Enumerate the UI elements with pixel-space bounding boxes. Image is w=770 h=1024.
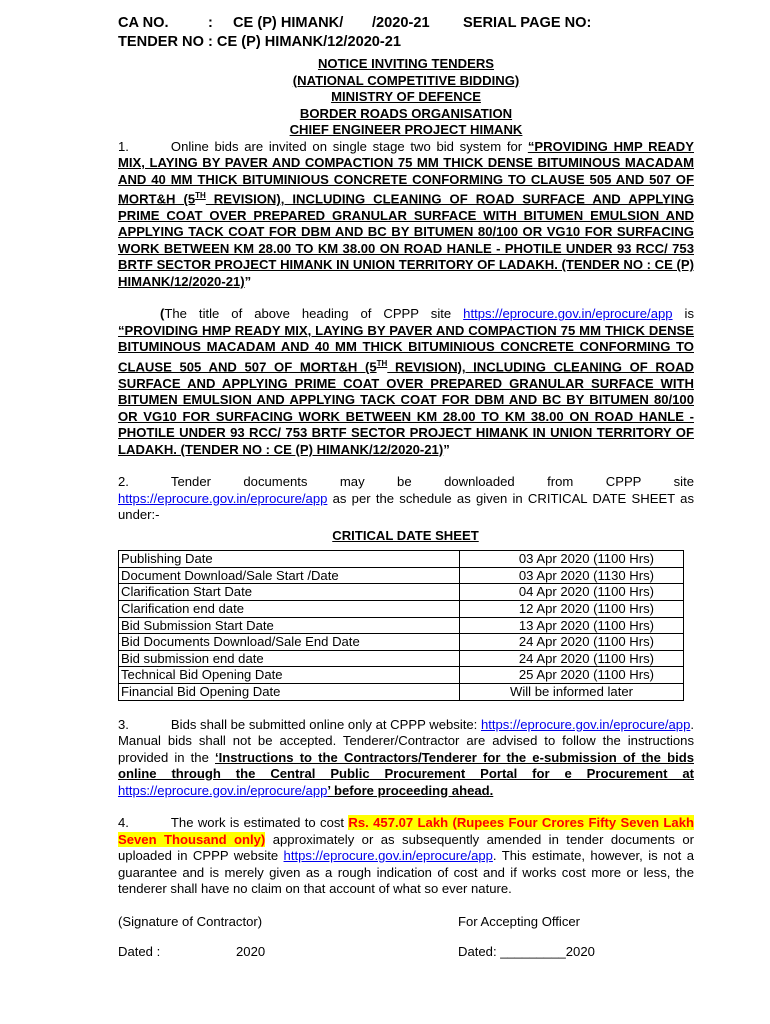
dated-line [118, 943, 694, 961]
work-title: “PROVIDING HMP READY MIX, LAYING BY PAVER AND COMPACTION 75 MM THICK DENSE BITUMINOUS MACADAM AND 40 MM THICK BITUMINIOUS CONCRETE CONFORMING TO CLAUSE 505 AND 507 OF MORT&H (5 [118, 138, 694, 207]
work-title: REVISION), INCLUDING CLEANING OF ROAD SURFACE AND APPLYING PRIME COAT OVER PREPARED GRANULAR SURFACE WITH BITUMEN EMULSION AND APPLYING TACK COAT FOR DBM AND BC BY BITUMEN 80/100 OR VG10 FOR SURFACING WORK BETWEEN KM 28.00 TO KM 38.00 ON ROAD HANLE - PHOTILE UNDER 93 RCC/ 753 BRTF SECTOR PROJECT HIMANK IN UNION TERRITORY OF LADAKH. (TENDER NO : CE (P) HIMANK/12/2020-21) [118, 191, 694, 289]
critical-date-table [118, 550, 684, 700]
para-text: The work is estimated to cost [170, 815, 349, 831]
eprocure-link[interactable]: https://eprocure.gov.in/eprocure/app [118, 490, 328, 506]
ca-colon: : [208, 15, 213, 31]
paragraph-2 [118, 474, 694, 524]
critical-date-row [119, 617, 684, 634]
critical-date-sheet-title: CRITICAL DATE SHEET [332, 527, 479, 543]
title-block [118, 56, 694, 139]
para-number: 2. [118, 474, 129, 490]
critical-date-label: Document Download/Sale Start /Date [119, 567, 460, 584]
para-text: The title of above heading of CPPP site [164, 306, 464, 322]
critical-date-row [119, 601, 684, 618]
para-text: Bids shall be submitted online only at CPPP website: [170, 716, 478, 732]
dated-year: 2020 [236, 943, 266, 959]
work-title: “PROVIDING HMP READY MIX, LAYING BY PAVER AND COMPACTION 75 MM THICK DENSE BITUMINOUS MACADAM AND 40 MM THICK BITUMINIOUS CONCRETE CONFORMING TO CLAUSE 505 AND 507 OF MORT&H (5 [118, 322, 694, 375]
instructions-text: ‘Instructions to the Contractors/Tenderer for the e-submission of the bids online through the Central Public Procurement Portal for e Procurement at [118, 749, 694, 782]
critical-date-row [119, 551, 684, 568]
dated-officer: Dated: _________2020 [458, 943, 595, 959]
critical-date-value: 03 Apr 2020 (1130 Hrs) [460, 567, 684, 584]
estimated-cost-highlight: Rs. 457.07 Lakh (Rupees Four Crores Fifty Seven Lakh Seven Thousand only) [118, 815, 694, 847]
dated-label: Dated : [118, 943, 161, 959]
ca-number-line [118, 14, 694, 33]
para-number: 1. [118, 138, 129, 154]
paragraph-3 [118, 717, 694, 800]
ca-label: CA NO. [118, 15, 169, 31]
para-text: . This estimate, however, is not a guarantee and is merely given as a rough indication of cost and if works cost more or less, the tenderer shall have no claim on that account of what so ever nature. [118, 848, 694, 897]
superscript: TH [195, 191, 206, 200]
para-text: Tender documents may be downloaded from CPPP site [170, 474, 694, 490]
superscript: TH [376, 358, 388, 368]
para-number: 4. [118, 815, 129, 831]
eprocure-link[interactable]: https://eprocure.gov.in/eprocure/app [480, 716, 691, 732]
paragraph-4 [118, 815, 694, 898]
paragraph-1 [118, 139, 694, 291]
critical-date-label: Financial Bid Opening Date [119, 683, 460, 700]
critical-date-row [119, 667, 684, 684]
tender-number-line [118, 33, 694, 52]
critical-date-label: Bid Submission Start Date [119, 617, 460, 634]
ca-year: /2020-21 [372, 15, 430, 31]
eprocure-link[interactable]: https://eprocure.gov.in/eprocure/app [118, 782, 328, 798]
critical-date-row [119, 584, 684, 601]
critical-date-row [119, 650, 684, 667]
para-text: Online bids are invited on single stage two bid system for [170, 138, 528, 154]
critical-date-value: 04 Apr 2020 (1100 Hrs) [460, 584, 684, 601]
tender-number: TENDER NO : CE (P) HIMANK/12/2020-21 [118, 34, 402, 50]
eprocure-link[interactable]: https://eprocure.gov.in/eprocure/app [283, 848, 493, 864]
critical-date-row [119, 634, 684, 651]
quote-close: ” [443, 441, 450, 457]
quote-close: ” [244, 273, 252, 289]
title-line: NOTICE INVITING TENDERS [317, 56, 495, 71]
instructions-text: ’ before proceeding ahead. [327, 782, 494, 798]
critical-date-value: 24 Apr 2020 (1100 Hrs) [460, 650, 684, 667]
signature-contractor: (Signature of Contractor) [118, 913, 263, 929]
critical-date-value: 25 Apr 2020 (1100 Hrs) [460, 667, 684, 684]
critical-date-value: 12 Apr 2020 (1100 Hrs) [460, 601, 684, 618]
para-text: approximately or as subsequently amended in tender documents or uploaded in CPPP website [118, 831, 695, 864]
document-page [118, 14, 694, 961]
critical-date-label: Technical Bid Opening Date [119, 667, 460, 684]
critical-date-value: 24 Apr 2020 (1100 Hrs) [460, 634, 684, 651]
signature-line [118, 913, 694, 931]
critical-date-value: 13 Apr 2020 (1100 Hrs) [460, 617, 684, 634]
work-title: REVISION), INCLUDING CLEANING OF ROAD SURFACE AND APPLYING PRIME COAT OVER PREPARED GRANULAR SURFACE WITH BITUMEN EMULSION AND APPLYING TACK COAT FOR DBM AND BC BY BITUMEN 80/100 OR VG10 FOR SURFACING WORK BETWEEN KM 28.00 TO KM 38.00 ON ROAD HANLE - PHOTILE UNDER 93 RCC/ 753 BRTF SECTOR PROJECT HIMANK IN UNION TERRITORY OF LADAKH. (TENDER NO : CE (P) HIMANK/12/2020-21) [118, 359, 694, 457]
critical-date-row [119, 567, 684, 584]
critical-date-row [119, 683, 684, 700]
title-line: MINISTRY OF DEFENCE [331, 89, 481, 104]
title-line: (NATIONAL COMPETITIVE BIDDING) [292, 72, 520, 88]
eprocure-link[interactable]: https://eprocure.gov.in/eprocure/app [463, 306, 673, 322]
para-text: as per the schedule as given in CRITICAL DATE SHEET as under:- [118, 490, 694, 523]
critical-date-label: Publishing Date [119, 551, 460, 568]
paragraph-1b [118, 306, 694, 458]
critical-date-label: Bid submission end date [119, 650, 460, 667]
para-number: 3. [118, 716, 129, 732]
para-text: is [672, 306, 694, 322]
signature-officer: For Accepting Officer [458, 913, 581, 929]
title-line: BORDER ROADS ORGANISATION [299, 105, 513, 121]
title-line: CHIEF ENGINEER PROJECT HIMANK [289, 122, 523, 137]
critical-date-label: Bid Documents Download/Sale End Date [119, 634, 460, 651]
critical-date-label: Clarification end date [119, 601, 460, 618]
paren-open: ( [160, 306, 165, 322]
ca-value: CE (P) HIMANK/ [233, 15, 344, 31]
critical-date-label: Clarification Start Date [119, 584, 460, 601]
serial-page-label: SERIAL PAGE NO: [463, 15, 592, 31]
critical-date-value: 03 Apr 2020 (1100 Hrs) [460, 551, 684, 568]
critical-date-value: Will be informed later [460, 683, 684, 700]
para-text: . Manual bids shall not be accepted. Tenderer/Contractor are advised to follow the instructions provided in the [118, 716, 694, 765]
